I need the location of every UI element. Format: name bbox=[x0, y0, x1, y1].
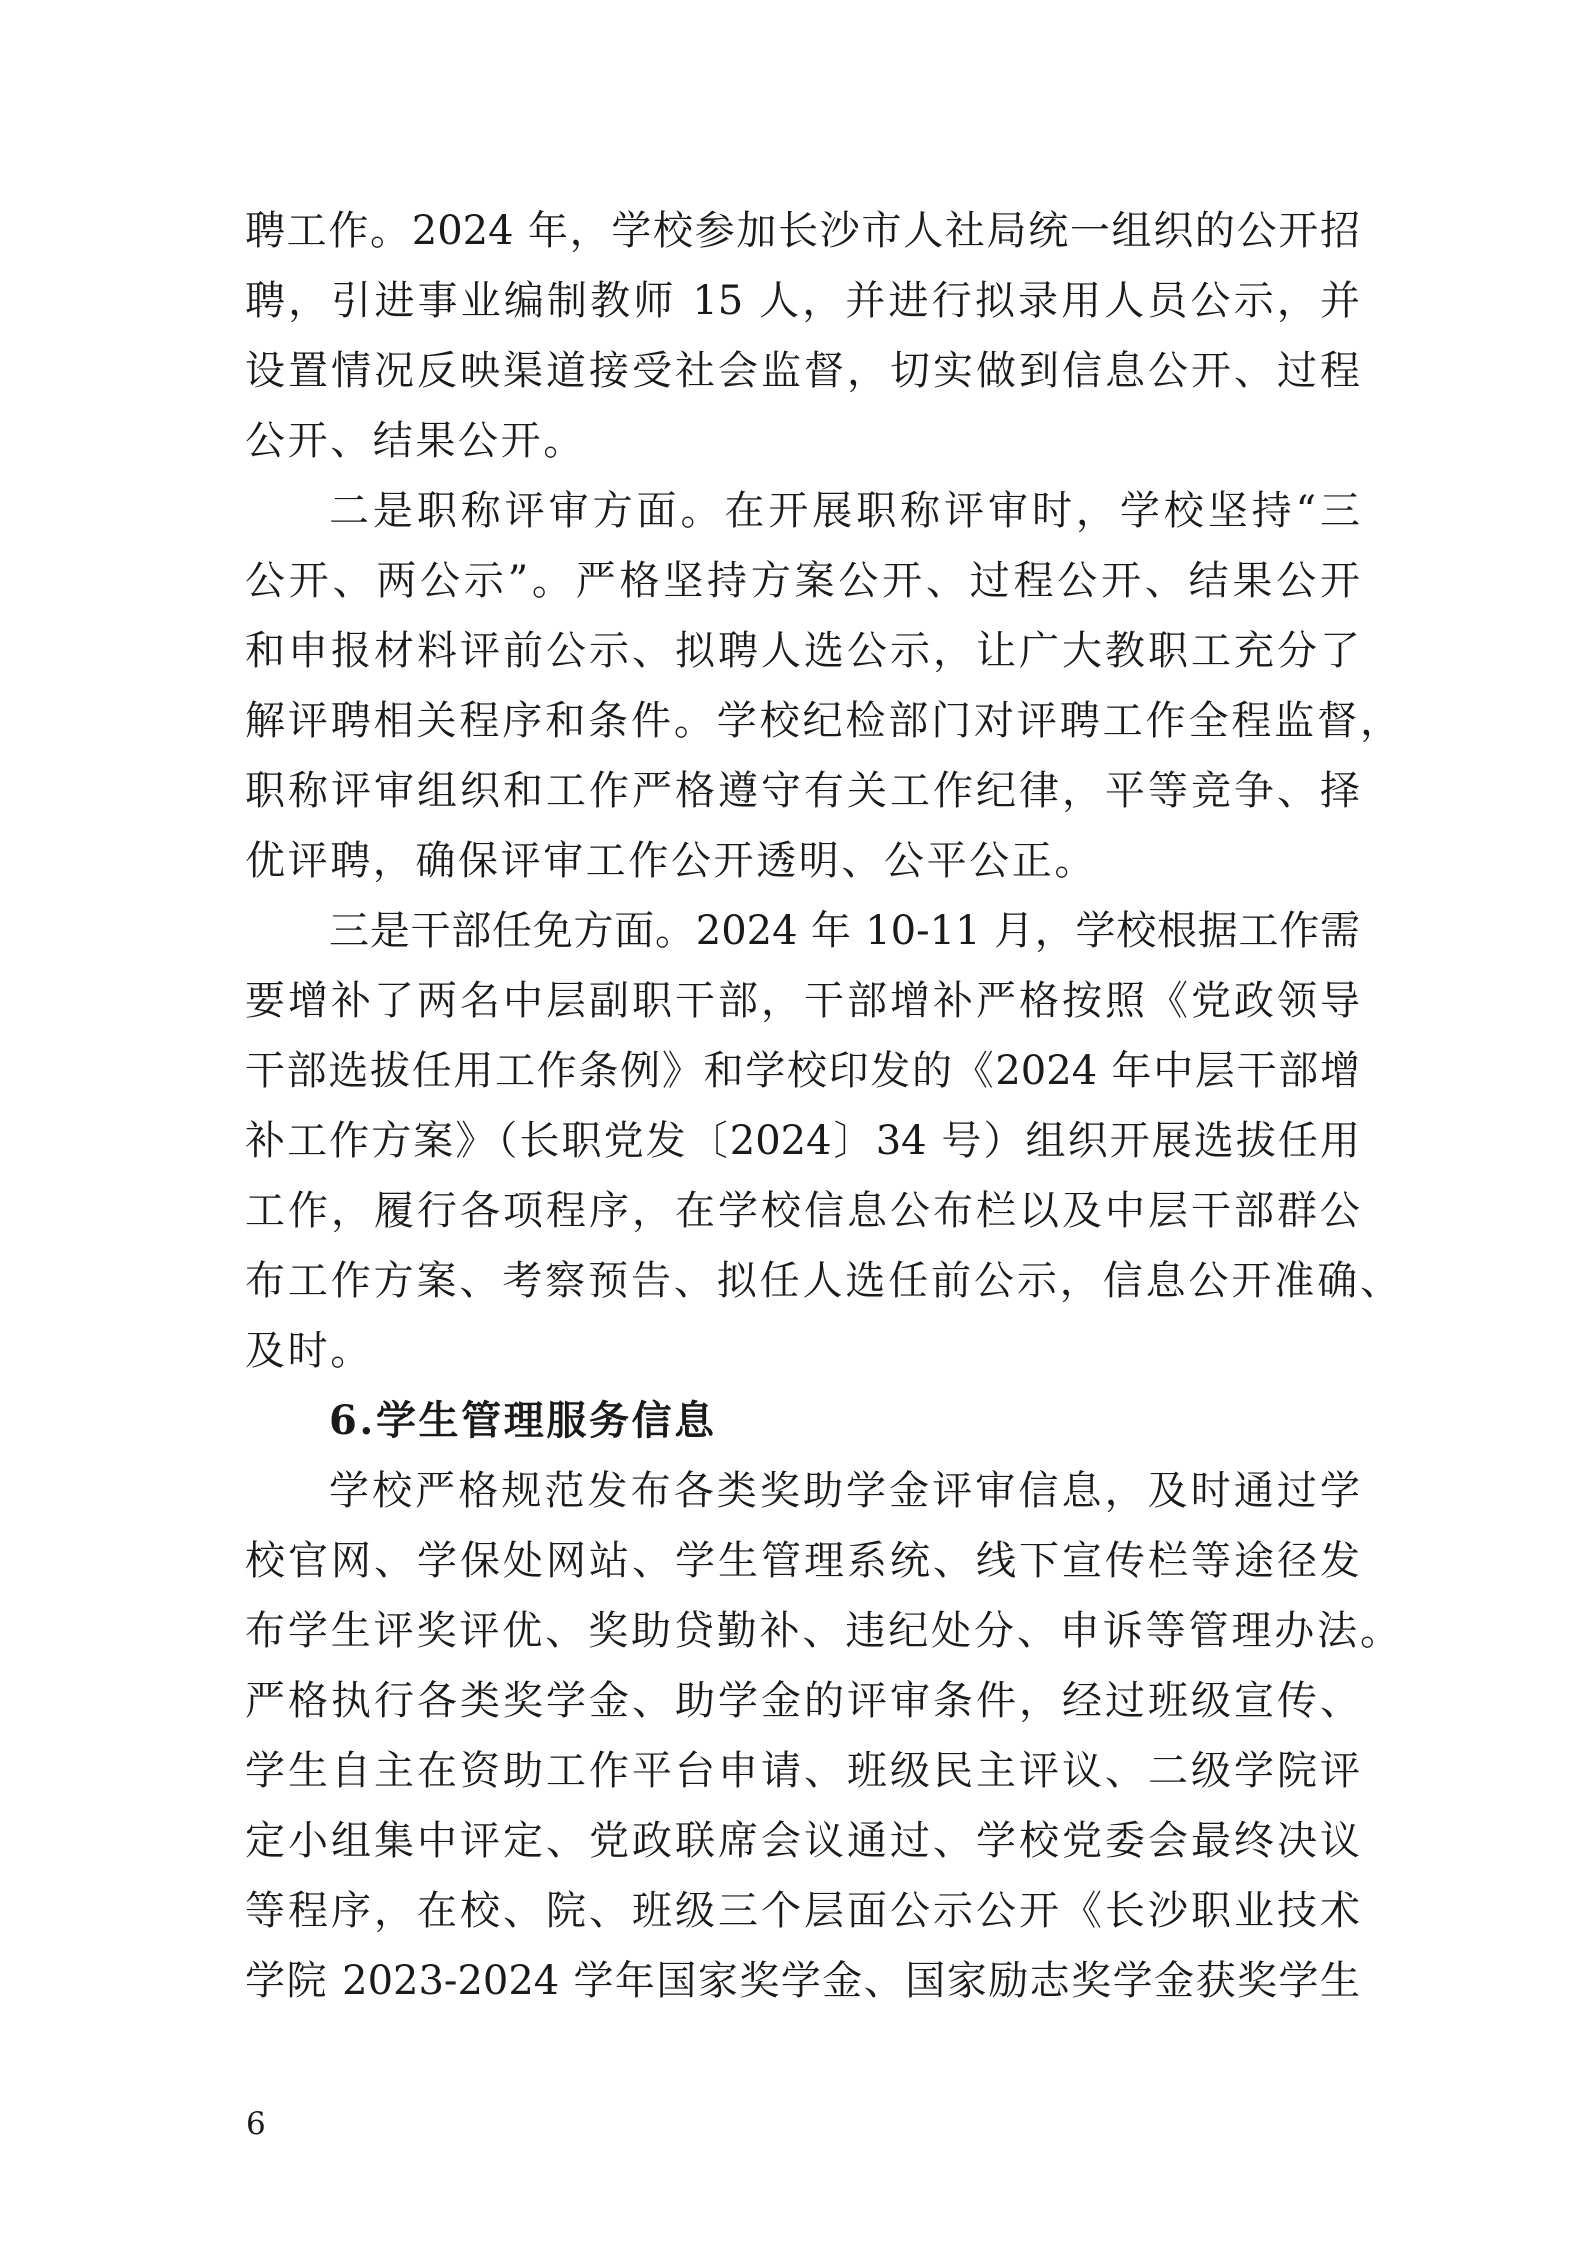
text-line: 及时。 bbox=[245, 1328, 373, 1374]
paragraph bbox=[245, 196, 1360, 476]
section-heading bbox=[245, 1386, 1360, 1456]
paragraph bbox=[245, 896, 1400, 1386]
text-line: 聘工作。2024 年，学校参加长沙市人社局统一组织的公开招 bbox=[245, 208, 1360, 254]
text-line: 学校严格规范发布各类奖助学金评审信息，及时通过学 bbox=[329, 1468, 1360, 1514]
text-line: 干部选拔任用工作条例》和学校印发的《2024 年中层干部增 bbox=[245, 1048, 1360, 1094]
text-line: 要增补了两名中层副职干部，干部增补严格按照《党政领导 bbox=[245, 978, 1360, 1024]
text-line: 学院 2023-2024 学年国家奖学金、国家励志奖学金获奖学生 bbox=[245, 1958, 1360, 2004]
text-line: 布工作方案、考察预告、拟任人选任前公示，信息公开准确、 bbox=[245, 1258, 1400, 1304]
text-line: 等程序，在校、院、班级三个层面公示公开《长沙职业技术 bbox=[245, 1888, 1360, 1934]
heading-text: 6.学生管理服务信息 bbox=[329, 1397, 717, 1444]
text-line: 和申报材料评前公示、拟聘人选公示，让广大教职工充分了 bbox=[245, 628, 1360, 674]
text-line: 三是干部任免方面。2024 年 10-11 月，学校根据工作需 bbox=[329, 908, 1360, 954]
page-number: 6 bbox=[246, 2106, 266, 2142]
text-line: 学生自主在资助工作平台申请、班级民主评议、二级学院评 bbox=[245, 1748, 1360, 1794]
text-line: 补工作方案》（长职党发〔2024〕34 号）组织开展选拔任用 bbox=[245, 1118, 1360, 1164]
text-line: 定小组集中评定、党政联席会议通过、学校党委会最终决议 bbox=[245, 1818, 1360, 1864]
paragraph bbox=[245, 476, 1400, 896]
text-line: 解评聘相关程序和条件。学校纪检部门对评聘工作全程监督， bbox=[245, 698, 1400, 744]
text-line: 工作，履行各项程序，在学校信息公布栏以及中层干部群公 bbox=[245, 1188, 1360, 1234]
text-line: 二是职称评审方面。在开展职称评审时，学校坚持“三 bbox=[329, 488, 1360, 534]
text-line: 公开、两公示”。严格坚持方案公开、过程公开、结果公开 bbox=[245, 558, 1360, 604]
text-line: 优评聘，确保评审工作公开透明、公平公正。 bbox=[245, 838, 1097, 884]
text-line: 严格执行各类奖学金、助学金的评审条件，经过班级宣传、 bbox=[245, 1678, 1360, 1724]
text-line: 设置情况反映渠道接受社会监督，切实做到信息公开、过程 bbox=[245, 348, 1360, 394]
text-line: 公开、结果公开。 bbox=[245, 418, 586, 464]
text-line: 校官网、学保处网站、学生管理系统、线下宣传栏等途径发 bbox=[245, 1538, 1360, 1584]
document-body bbox=[245, 196, 1400, 2016]
text-line: 布学生评奖评优、奖助贷勤补、违纪处分、申诉等管理办法。 bbox=[245, 1608, 1400, 1654]
text-line: 聘，引进事业编制教师 15 人，并进行拟录用人员公示，并 bbox=[245, 278, 1360, 324]
paragraph bbox=[245, 1456, 1400, 2016]
text-line: 职称评审组织和工作严格遵守有关工作纪律，平等竞争、择 bbox=[245, 768, 1360, 814]
